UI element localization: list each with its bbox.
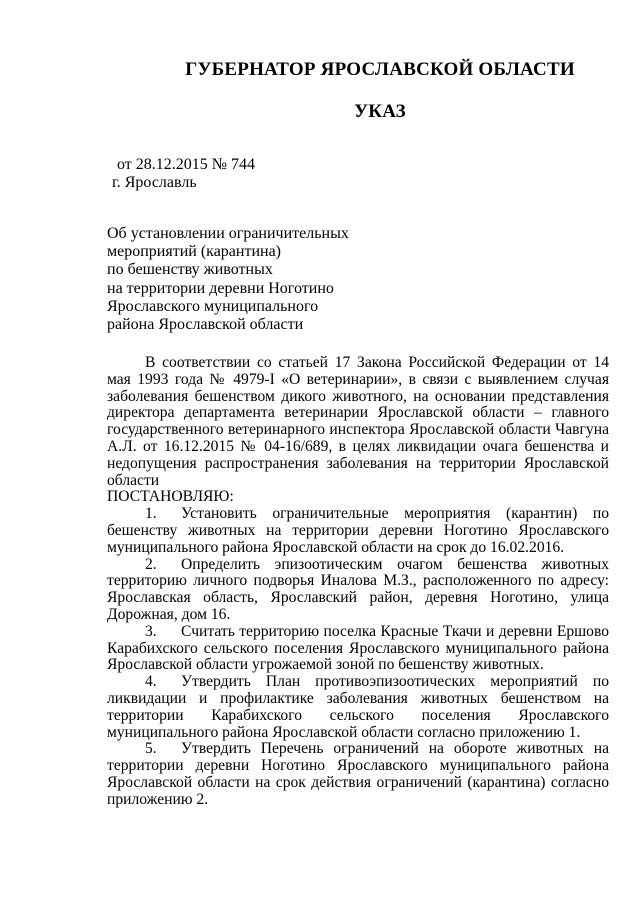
decree-date-number: от 28.12.2015 № 744 — [117, 156, 256, 173]
item-text: Установить ограничительные мероприятия (карантин) по бешенству животных на территории деревни Ноготино Ярославского муниципального района Ярославской области на срок до 16.02.2016. — [107, 505, 609, 556]
decree-subject — [107, 225, 349, 334]
item-text: Утвердить Перечень ограничений на обороте животных на территории деревни Ноготино Ярославского муниципального района Ярославской области на срок действия ограничений (карантина) согласно приложению 2. — [107, 740, 609, 808]
decree-item — [107, 741, 609, 808]
subject-line: Ярославского муниципального — [107, 297, 319, 315]
subject-line: Об установлении ограничительных — [107, 225, 349, 242]
decree-word: ПОСТАНОВЛЯЮ: — [107, 488, 234, 506]
item-text: Утвердить План противоэпизоотических мероприятий по ликвидации и профилактике заболевания животных бешенством на территории Карабихского сельского поселения Ярославского муниципального района Ярославской области согласно приложению 1. — [107, 673, 609, 741]
document-type: УКАЗ — [354, 101, 406, 122]
decree-body — [107, 355, 609, 809]
preamble-paragraph: В соответствии со статьей 17 Закона Российской Федерации от 14 мая 1993 года № 4979-I «О ветеринарии», в связи с выявлением случая заболевания бешенством дикого животного, на основании представления директора департамента ветеринарии Ярославской области – главного государственного ветеринарного инспектора Ярославской области Чавгуна А.Л. от 16.12.2015 № 04-16/689, в целях ликвидации очага бешенства и недопущения распространения заболевания на территории Ярославской области — [107, 354, 609, 489]
item-text: Считать территорию поселка Красные Ткачи и деревни Ершово Карабихского сельского поселения Ярославского муниципального района Ярославской области угрожаемой зоной по бешенству животных. — [107, 622, 609, 674]
subject-line: на территории деревни Ноготино — [107, 279, 334, 297]
subject-line: мероприятий (карантина) — [107, 243, 281, 261]
decree-item — [107, 557, 609, 624]
decree-item — [107, 674, 609, 741]
item-number: 3. — [145, 622, 157, 640]
governor-title: ГУБЕРНАТОР ЯРОСЛАВСКОЙ ОБЛАСТИ — [185, 59, 575, 80]
decree-item — [107, 624, 609, 674]
decree-city: г. Ярославль — [112, 174, 197, 191]
item-number: 4. — [145, 673, 157, 691]
subject-line: по бешенству животных — [107, 261, 273, 279]
item-number: 1. — [145, 505, 157, 523]
subject-line: района Ярославской области — [107, 316, 304, 334]
item-number: 5. — [145, 740, 157, 758]
decree-item — [107, 506, 609, 556]
item-number: 2. — [145, 555, 157, 573]
item-text: Определить эпизоотическим очагом бешенства животных территорию личного подворья Иналова М.З., расположенного по адресу: Ярославская область, Ярославский район, деревня Ноготино, улица Дорожная, дом 16. — [107, 555, 609, 623]
